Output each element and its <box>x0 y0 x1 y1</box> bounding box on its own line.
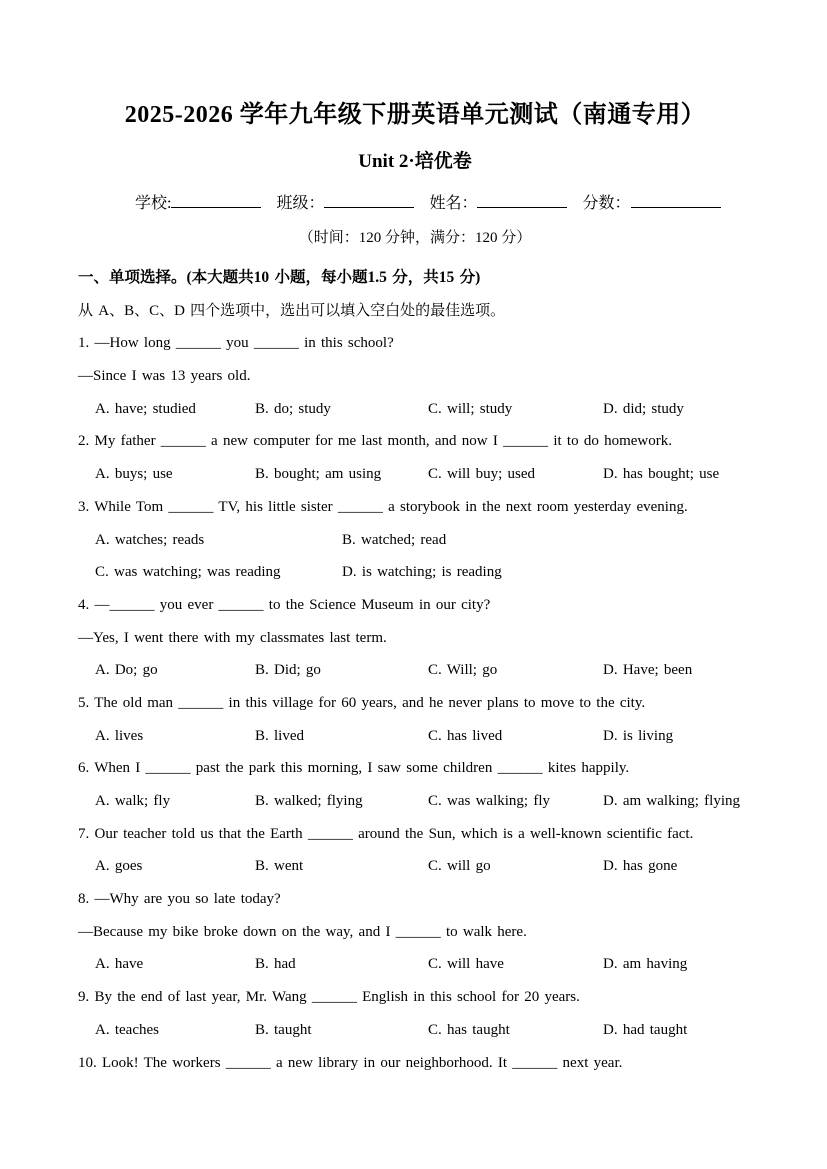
option: B. walked; flying <box>255 793 363 809</box>
score-blank-underline <box>631 190 721 208</box>
option: A. lives <box>95 727 144 744</box>
option: B. taught <box>255 1021 312 1038</box>
question-stem-line: 8. —Why are you so late today? <box>78 891 281 908</box>
page-title: 2025-2026 学年九年级下册英语单元测试（南通专用） <box>124 102 706 128</box>
option: C. will; study <box>428 400 513 417</box>
option: C. will buy; used <box>428 466 536 483</box>
option: B. Did; go <box>255 662 321 679</box>
name-blank-underline <box>477 190 567 208</box>
question <box>78 752 752 817</box>
class-label: 班级： <box>276 195 325 212</box>
option: C. was walking; fly <box>428 793 550 809</box>
question-stem-line: 3. While Tom ______ TV, his little sister ______ a storybook in the next room yesterday evening. <box>78 498 688 515</box>
question-stem-line: 7. Our teacher told us that the Earth ______ around the Sun, which is a well-known scientific fact. <box>78 825 694 842</box>
option: B. lived <box>255 727 304 744</box>
question-stem-line: —Yes, I went there with my classmates last term. <box>78 629 387 646</box>
option-row <box>78 524 752 557</box>
option-row <box>78 850 752 883</box>
option: A. watches; reads <box>95 531 205 548</box>
questions <box>78 327 752 1079</box>
option: A. teaches <box>95 1021 159 1038</box>
option: B. had <box>255 956 296 973</box>
question <box>78 687 752 752</box>
question-stem-line: 1. —How long ______ you ______ in this school? <box>78 335 394 352</box>
question-stem-line: —Because my bike broke down on the way, and I ______ to walk here. <box>78 923 527 940</box>
option: D. am having <box>603 956 688 973</box>
option-row <box>78 720 752 753</box>
option: C. has taught <box>428 1021 510 1038</box>
option: B. bought; am using <box>255 466 382 483</box>
option: C. has lived <box>428 727 503 744</box>
student-info-line <box>78 189 752 219</box>
option: A. have; studied <box>95 400 196 417</box>
question-stem-line: 9. By the end of last year, Mr. Wang ______ English in this school for 20 years. <box>78 989 580 1006</box>
question <box>78 327 752 425</box>
question <box>78 589 752 687</box>
exam-note: （时间：120 分钟，满分：120 分） <box>298 230 532 246</box>
option-row <box>78 785 752 818</box>
section-title: 一、单项选择。(本大题共10 小题，每小题1.5 分，共15 分) <box>78 269 481 286</box>
option-row <box>78 458 752 491</box>
option-row <box>78 556 752 589</box>
question <box>78 883 752 981</box>
option: A. goes <box>95 858 143 875</box>
option: D. did; study <box>603 400 684 417</box>
option: D. is living <box>603 727 674 744</box>
option: D. has gone <box>603 858 678 875</box>
question-stem-line: —Since I was 13 years old. <box>78 368 251 385</box>
option: A. Do; go <box>95 662 158 679</box>
option: C. was watching; was reading <box>95 564 281 581</box>
option: A. walk; fly <box>95 793 171 809</box>
question <box>78 491 752 589</box>
question-stem-line: 6. When I ______ past the park this morning, I saw some children ______ kites happily. <box>78 760 630 777</box>
class-blank-underline <box>324 190 414 208</box>
option-row <box>78 1014 752 1047</box>
option: D. Have; been <box>603 662 693 679</box>
option-row <box>78 654 752 687</box>
question <box>78 425 752 490</box>
question-stem-line: 10. Look! The workers ______ a new library in our neighborhood. It ______ next year. <box>78 1054 623 1071</box>
option-row <box>78 393 752 426</box>
option-row <box>78 948 752 981</box>
question-stem-line: 2. My father ______ a new computer for me last month, and now I ______ it to do homework. <box>78 433 672 450</box>
section-instruction: 从 A、B、C、D 四个选项中，选出可以填入空白处的最佳选项。 <box>78 302 506 319</box>
score-label: 分数： <box>582 195 631 212</box>
option: D. am walking; flying <box>603 793 740 809</box>
option: D. is watching; is reading <box>342 564 502 581</box>
option: B. do; study <box>255 400 331 417</box>
question <box>78 981 752 1046</box>
name-label: 姓名： <box>429 195 478 212</box>
section-single-choice <box>78 262 752 1079</box>
question-stem-line: 4. —______ you ever ______ to the Science Museum in our city? <box>78 596 491 613</box>
option: D. has bought; use <box>603 466 720 483</box>
option: A. buys; use <box>95 466 173 483</box>
option: D. had taught <box>603 1021 688 1038</box>
option: C. will go <box>428 858 491 875</box>
exam-subtitle: Unit 2·培优卷 <box>358 151 472 172</box>
question <box>78 1047 752 1080</box>
option: C. Will; go <box>428 662 498 679</box>
question <box>78 818 752 883</box>
question-stem-line: 5. The old man ______ in this village for 60 years, and he never plans to move to the city. <box>78 694 646 711</box>
option: B. watched; read <box>342 531 447 548</box>
option: B. went <box>255 858 304 875</box>
option: A. have <box>95 956 144 973</box>
option: C. will have <box>428 956 504 973</box>
school-blank-underline <box>171 190 261 208</box>
school-label: 学校: <box>135 195 172 212</box>
